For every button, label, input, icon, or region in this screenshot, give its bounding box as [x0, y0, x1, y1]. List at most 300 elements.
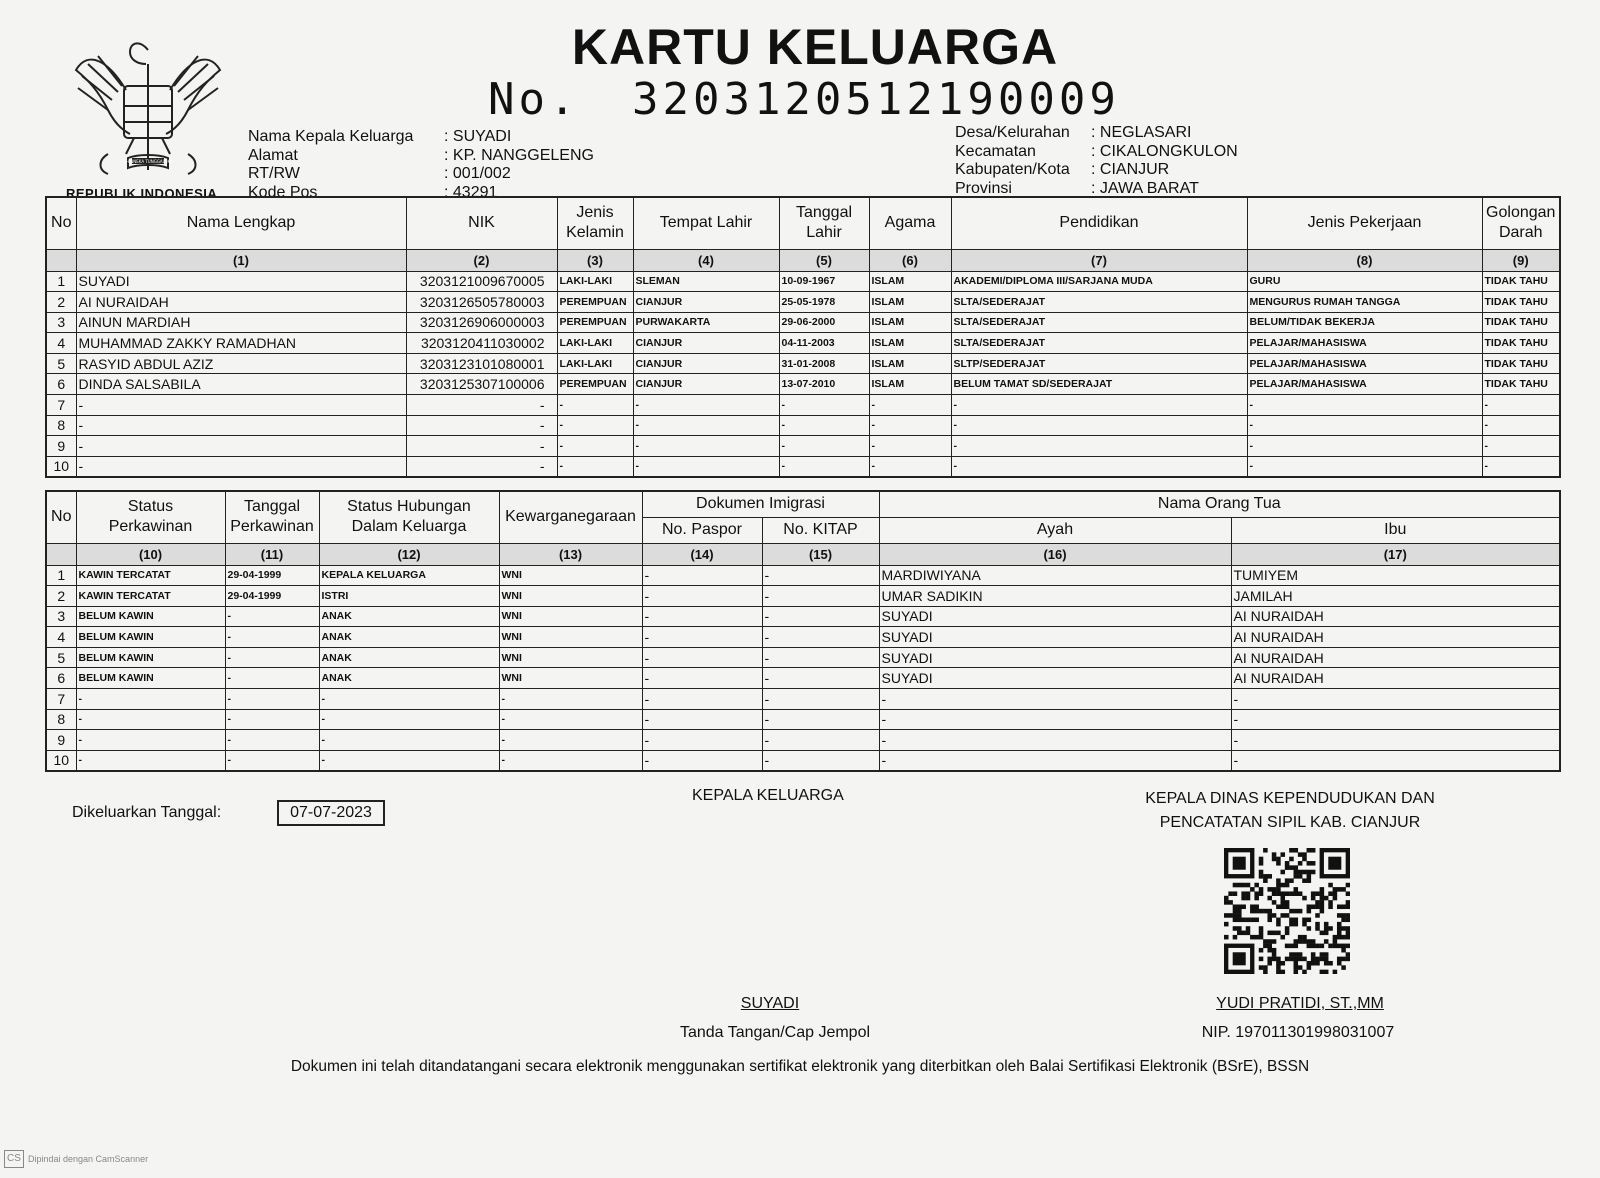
- cell-pendidikan: -: [951, 436, 1247, 457]
- header-left-fields: [248, 128, 708, 202]
- scanner-text: Dipindai dengan CamScanner: [28, 1154, 149, 1164]
- cell-ayah: -: [879, 750, 1231, 771]
- col-header-tanggal-perkawinan: [225, 491, 319, 543]
- cell-pekerjaan: PELAJAR/MAHASISWA: [1247, 333, 1482, 354]
- table-row: [46, 565, 1560, 586]
- field-value: : SUYADI: [444, 128, 512, 145]
- col-header-pekerjaan: Jenis Pekerjaan: [1247, 197, 1482, 249]
- header-line: Kelamin: [566, 224, 624, 242]
- cell-hub: -: [319, 709, 499, 730]
- cell-tempat: CIANJUR: [633, 374, 779, 395]
- table-row: [46, 647, 1560, 668]
- cell-no: 8: [46, 415, 76, 436]
- cell-tgl: -: [225, 627, 319, 648]
- cell-status: BELUM KAWIN: [76, 647, 225, 668]
- cell-nik: 3203126505780003: [406, 292, 557, 313]
- cell-nik: 3203123101080001: [406, 353, 557, 374]
- cell-status: KAWIN TERCATAT: [76, 586, 225, 607]
- cell-no: 1: [46, 271, 76, 292]
- agency-head-nip: NIP. 197011301998031007: [1201, 1024, 1395, 1041]
- col-header-no: No: [46, 197, 76, 249]
- cell-nama: SUYADI: [76, 271, 406, 292]
- cell-nama: RASYID ABDUL AZIZ: [76, 353, 406, 374]
- cell-ibu: -: [1231, 730, 1560, 751]
- col-header-no-paspor: No. Paspor: [642, 517, 762, 543]
- cell-gol: -: [1482, 456, 1560, 477]
- cell-tgl: 25-05-1978: [779, 292, 869, 313]
- cell-ayah: UMAR SADIKIN: [879, 586, 1231, 607]
- agency-head-signer: YUDI PRATIDI, ST.,MM: [1216, 995, 1384, 1012]
- cell-paspor: -: [642, 586, 762, 607]
- cell-paspor: -: [642, 647, 762, 668]
- cell-ibu: -: [1231, 689, 1560, 710]
- cell-gol: TIDAK TAHU: [1482, 312, 1560, 333]
- table-row: [46, 374, 1560, 395]
- cell-tgl: 13-07-2010: [779, 374, 869, 395]
- cell-nik: 3203120411030002: [406, 333, 557, 354]
- cell-kitap: -: [762, 647, 879, 668]
- cell-tempat: -: [633, 436, 779, 457]
- cell-tempat: PURWAKARTA: [633, 312, 779, 333]
- cell-nik: -: [406, 456, 557, 477]
- cell-no: 3: [46, 606, 76, 627]
- cell-gol: TIDAK TAHU: [1482, 374, 1560, 395]
- cell-jk: -: [557, 415, 633, 436]
- cell-ibu: AI NURAIDAH: [1231, 627, 1560, 648]
- cell-hub: -: [319, 730, 499, 751]
- cell-ibu: TUMIYEM: [1231, 565, 1560, 586]
- cell-paspor: -: [642, 709, 762, 730]
- cell-hub: -: [319, 750, 499, 771]
- cell-tgl: 29-06-2000: [779, 312, 869, 333]
- cell-status: -: [76, 750, 225, 771]
- cell-pekerjaan: PELAJAR/MAHASISWA: [1247, 353, 1482, 374]
- kk-number-line: [488, 74, 1120, 125]
- cell-pendidikan: BELUM TAMAT SD/SEDERAJAT: [951, 374, 1247, 395]
- table-row: [46, 292, 1560, 313]
- col-number: (14): [642, 543, 762, 565]
- family-members-body: [46, 271, 1560, 477]
- cell-agama: ISLAM: [869, 353, 951, 374]
- cell-status: BELUM KAWIN: [76, 606, 225, 627]
- cell-tgl: -: [225, 606, 319, 627]
- header-right-fields: [955, 124, 1355, 198]
- cell-nik: -: [406, 395, 557, 416]
- cell-tgl: -: [225, 709, 319, 730]
- table-row: [46, 395, 1560, 416]
- cell-tgl: -: [779, 395, 869, 416]
- header-line: Perkawinan: [108, 518, 193, 536]
- cell-no: 6: [46, 374, 76, 395]
- table-row: [46, 353, 1560, 374]
- field-label: Kode Pos: [248, 183, 318, 201]
- field-value: : JAWA BARAT: [1091, 179, 1199, 197]
- col-number: (11): [225, 543, 319, 565]
- table-row: [46, 436, 1560, 457]
- header-line: Lahir: [806, 224, 842, 242]
- cell-kitap: -: [762, 750, 879, 771]
- agency-head-title: [1120, 787, 1460, 835]
- cell-pekerjaan: BELUM/TIDAK BEKERJA: [1247, 312, 1482, 333]
- cell-warga: -: [499, 730, 642, 751]
- col-number: (9): [1482, 249, 1560, 271]
- cell-ayah: SUYADI: [879, 668, 1231, 689]
- cell-gol: TIDAK TAHU: [1482, 292, 1560, 313]
- cell-pekerjaan: MENGURUS RUMAH TANGGA: [1247, 292, 1482, 313]
- cell-agama: -: [869, 415, 951, 436]
- header-field: [955, 161, 1355, 180]
- cell-no: 1: [46, 565, 76, 586]
- col-header-nama-orang-tua: Nama Orang Tua: [879, 491, 1560, 517]
- cell-pekerjaan: -: [1247, 415, 1482, 436]
- cell-tgl: 29-04-1999: [225, 565, 319, 586]
- cell-paspor: -: [642, 668, 762, 689]
- cell-pendidikan: SLTA/SEDERAJAT: [951, 292, 1247, 313]
- cell-warga: WNI: [499, 565, 642, 586]
- table-row: [46, 709, 1560, 730]
- header-line: Tanggal: [243, 498, 301, 516]
- column-number-row: [46, 249, 1560, 271]
- cell-hub: ANAK: [319, 668, 499, 689]
- country-label: REPUBLIK INDONESIA: [66, 186, 218, 201]
- cell-tgl: 29-04-1999: [225, 586, 319, 607]
- header-line: Tanggal: [795, 204, 853, 222]
- cell-pendidikan: SLTA/SEDERAJAT: [951, 333, 1247, 354]
- cell-status: -: [76, 730, 225, 751]
- cell-status: BELUM KAWIN: [76, 668, 225, 689]
- header-field: [955, 124, 1355, 143]
- header-field: [248, 128, 708, 147]
- cell-hub: ISTRI: [319, 586, 499, 607]
- signature-caption: Tanda Tangan/Cap Jempol: [679, 1024, 871, 1041]
- col-header-dokumen-imigrasi: Dokumen Imigrasi: [642, 491, 879, 517]
- cell-pendidikan: -: [951, 456, 1247, 477]
- cell-ibu: AI NURAIDAH: [1231, 647, 1560, 668]
- cell-ibu: AI NURAIDAH: [1231, 606, 1560, 627]
- cell-pekerjaan: PELAJAR/MAHASISWA: [1247, 374, 1482, 395]
- family-members-table: [45, 196, 1561, 478]
- cell-tgl: -: [225, 689, 319, 710]
- col-header-no-kitap: No. KITAP: [762, 517, 879, 543]
- cell-warga: WNI: [499, 586, 642, 607]
- table-row: [46, 312, 1560, 333]
- cell-gol: -: [1482, 436, 1560, 457]
- table-row: [46, 668, 1560, 689]
- cell-pendidikan: SLTA/SEDERAJAT: [951, 312, 1247, 333]
- document-title: KARTU KELUARGA: [571, 19, 1059, 75]
- col-header-golongan-darah: [1482, 197, 1560, 249]
- cell-paspor: -: [642, 730, 762, 751]
- cell-agama: ISLAM: [869, 292, 951, 313]
- col-number: (13): [499, 543, 642, 565]
- cell-agama: ISLAM: [869, 271, 951, 292]
- cell-kitap: -: [762, 606, 879, 627]
- cell-no: 6: [46, 668, 76, 689]
- col-number: (10): [76, 543, 225, 565]
- cell-no: 2: [46, 586, 76, 607]
- cell-kitap: -: [762, 730, 879, 751]
- cell-tgl: -: [779, 415, 869, 436]
- field-value: : NEGLASARI: [1091, 124, 1192, 141]
- cell-nama: AI NURAIDAH: [76, 292, 406, 313]
- cell-hub: KEPALA KELUARGA: [319, 565, 499, 586]
- cell-agama: ISLAM: [869, 312, 951, 333]
- col-number: (16): [879, 543, 1231, 565]
- cell-nama: MUHAMMAD ZAKKY RAMADHAN: [76, 333, 406, 354]
- cell-kitap: -: [762, 565, 879, 586]
- cell-nik: -: [406, 415, 557, 436]
- cell-tempat: -: [633, 415, 779, 436]
- field-value: : CIKALONGKULON: [1091, 142, 1238, 160]
- cell-nik: 3203121009670005: [406, 271, 557, 292]
- head-of-family-title: KEPALA KELUARGA: [692, 787, 844, 804]
- cell-hub: -: [319, 689, 499, 710]
- col-number: (4): [633, 249, 779, 271]
- col-number: (6): [869, 249, 951, 271]
- cell-jk: PEREMPUAN: [557, 312, 633, 333]
- header-field: [248, 147, 708, 166]
- cell-agama: -: [869, 456, 951, 477]
- header-line: Golongan: [1486, 204, 1556, 222]
- col-header-tanggal-lahir: [779, 197, 869, 249]
- cell-tgl: -: [225, 668, 319, 689]
- field-label: Kabupaten/Kota: [955, 161, 1070, 178]
- cell-jk: PEREMPUAN: [557, 374, 633, 395]
- cell-ayah: -: [879, 689, 1231, 710]
- column-number-row: [46, 543, 1560, 565]
- cell-no: 10: [46, 456, 76, 477]
- cell-nama: -: [76, 456, 406, 477]
- header-field: [955, 143, 1355, 162]
- emblem-motto: BHINNEKA TUNGGAL IKA: [123, 159, 173, 164]
- cell-ayah: SUYADI: [879, 606, 1231, 627]
- cell-agama: -: [869, 436, 951, 457]
- header-line: Dalam Keluarga: [351, 518, 467, 536]
- cell-status: BELUM KAWIN: [76, 627, 225, 648]
- cell-nama: -: [76, 395, 406, 416]
- cell-jk: PEREMPUAN: [557, 292, 633, 313]
- col-number: [46, 543, 76, 565]
- cell-kitap: -: [762, 668, 879, 689]
- cell-paspor: -: [642, 565, 762, 586]
- cell-tgl: -: [779, 436, 869, 457]
- header-line: Status Hubungan: [347, 498, 471, 516]
- kk-number-label: No.: [488, 74, 580, 125]
- field-label: Provinsi: [955, 179, 1012, 197]
- cell-no: 2: [46, 292, 76, 313]
- cell-ayah: MARDIWIYANA: [879, 565, 1231, 586]
- cell-agama: ISLAM: [869, 374, 951, 395]
- cell-warga: -: [499, 750, 642, 771]
- cell-kitap: -: [762, 586, 879, 607]
- cell-ayah: SUYADI: [879, 627, 1231, 648]
- table-row: [46, 730, 1560, 751]
- cell-tgl: -: [225, 730, 319, 751]
- cell-tempat: CIANJUR: [633, 353, 779, 374]
- cell-tempat: -: [633, 395, 779, 416]
- cell-nik: -: [406, 436, 557, 457]
- agency-title-line: KEPALA DINAS KEPENDUDUKAN DAN: [1145, 790, 1435, 807]
- field-value: : 001/002: [444, 165, 511, 182]
- col-number: (12): [319, 543, 499, 565]
- table-row: [46, 750, 1560, 771]
- cell-no: 3: [46, 312, 76, 333]
- family-status-body: [46, 565, 1560, 771]
- col-header-status-perkawinan: [76, 491, 225, 543]
- header-line: Perkawinan: [230, 518, 314, 536]
- cell-nik: 3203126906000003: [406, 312, 557, 333]
- cell-ayah: SUYADI: [879, 647, 1231, 668]
- qr-code-icon: [1224, 848, 1350, 974]
- cell-nama: DINDA SALSABILA: [76, 374, 406, 395]
- cell-tgl: 04-11-2003: [779, 333, 869, 354]
- cell-pekerjaan: -: [1247, 436, 1482, 457]
- cell-nama: -: [76, 436, 406, 457]
- cell-warga: WNI: [499, 627, 642, 648]
- cell-jk: LAKI-LAKI: [557, 333, 633, 354]
- col-number: (7): [951, 249, 1247, 271]
- cell-no: 7: [46, 689, 76, 710]
- col-number: [46, 249, 76, 271]
- cell-jk: -: [557, 456, 633, 477]
- cell-no: 4: [46, 627, 76, 648]
- header-line: Status: [127, 498, 174, 516]
- cell-no: 5: [46, 647, 76, 668]
- table-row: [46, 333, 1560, 354]
- cell-status: -: [76, 709, 225, 730]
- cell-no: 5: [46, 353, 76, 374]
- cell-nik: 3203125307100006: [406, 374, 557, 395]
- col-header-pendidikan: Pendidikan: [951, 197, 1247, 249]
- cell-ayah: -: [879, 709, 1231, 730]
- cell-ibu: -: [1231, 709, 1560, 730]
- cell-no: 9: [46, 730, 76, 751]
- cell-gol: TIDAK TAHU: [1482, 333, 1560, 354]
- cell-kitap: -: [762, 627, 879, 648]
- col-header-agama: Agama: [869, 197, 951, 249]
- cell-hub: ANAK: [319, 627, 499, 648]
- cell-tempat: CIANJUR: [633, 292, 779, 313]
- cell-nama: AINUN MARDIAH: [76, 312, 406, 333]
- cell-warga: WNI: [499, 606, 642, 627]
- head-of-family-signer: SUYADI: [740, 995, 800, 1012]
- col-number: (15): [762, 543, 879, 565]
- col-number: (8): [1247, 249, 1482, 271]
- cell-tempat: -: [633, 456, 779, 477]
- cell-jk: -: [557, 436, 633, 457]
- cell-tgl: 10-09-1967: [779, 271, 869, 292]
- header-line: Darah: [1498, 224, 1543, 242]
- cell-no: 10: [46, 750, 76, 771]
- table-row: [46, 689, 1560, 710]
- col-number: (5): [779, 249, 869, 271]
- cell-kitap: -: [762, 689, 879, 710]
- field-label: Kecamatan: [955, 142, 1036, 160]
- col-header-kewarganegaraan: Kewarganegaraan: [499, 491, 642, 543]
- table-row: [46, 456, 1560, 477]
- col-number: (17): [1231, 543, 1560, 565]
- col-number: (2): [406, 249, 557, 271]
- cell-warga: -: [499, 689, 642, 710]
- cell-hub: ANAK: [319, 647, 499, 668]
- cell-agama: -: [869, 395, 951, 416]
- family-status-table: [45, 490, 1561, 772]
- cell-jk: LAKI-LAKI: [557, 271, 633, 292]
- field-label: Desa/Kelurahan: [955, 124, 1070, 141]
- col-header-nik: NIK: [406, 197, 557, 249]
- issued-date-label: Dikeluarkan Tanggal:: [72, 804, 222, 821]
- cell-gol: -: [1482, 415, 1560, 436]
- cell-warga: -: [499, 709, 642, 730]
- kk-number: 3203120512190009: [631, 74, 1120, 125]
- cell-paspor: -: [642, 606, 762, 627]
- col-header-jenis-kelamin: [557, 197, 633, 249]
- issued-date-value: 07-07-2023: [277, 800, 385, 826]
- cell-jk: -: [557, 395, 633, 416]
- cell-pendidikan: -: [951, 395, 1247, 416]
- cell-tgl: 31-01-2008: [779, 353, 869, 374]
- field-label: Nama Kepala Keluarga: [248, 128, 414, 145]
- cell-tgl: -: [779, 456, 869, 477]
- cell-tempat: CIANJUR: [633, 333, 779, 354]
- cell-pendidikan: SLTP/SEDERAJAT: [951, 353, 1247, 374]
- cell-ayah: -: [879, 730, 1231, 751]
- table-row: [46, 606, 1560, 627]
- field-value: : CIANJUR: [1091, 161, 1170, 178]
- cell-jk: LAKI-LAKI: [557, 353, 633, 374]
- cell-gol: TIDAK TAHU: [1482, 271, 1560, 292]
- table-row: [46, 271, 1560, 292]
- cell-pekerjaan: GURU: [1247, 271, 1482, 292]
- electronic-signature-note: Dokumen ini telah ditandatangani secara elektronik menggunakan sertifikat elektronik yang diterbitkan oleh Balai Sertifikasi Elektronik (BSrE), BSSN: [290, 1058, 1310, 1075]
- col-header-ayah: Ayah: [879, 517, 1231, 543]
- cell-ibu: -: [1231, 750, 1560, 771]
- field-label: Alamat: [248, 146, 298, 164]
- col-header-tempat-lahir: Tempat Lahir: [633, 197, 779, 249]
- col-header-nama: Nama Lengkap: [76, 197, 406, 249]
- col-header-no: No: [46, 491, 76, 543]
- cell-gol: -: [1482, 395, 1560, 416]
- cell-hub: ANAK: [319, 606, 499, 627]
- cell-kitap: -: [762, 709, 879, 730]
- cell-no: 7: [46, 395, 76, 416]
- cell-paspor: -: [642, 627, 762, 648]
- cell-pendidikan: AKADEMI/DIPLOMA III/SARJANA MUDA: [951, 271, 1247, 292]
- cell-paspor: -: [642, 750, 762, 771]
- col-number: (1): [76, 249, 406, 271]
- cell-ibu: JAMILAH: [1231, 586, 1560, 607]
- field-label: RT/RW: [248, 165, 300, 182]
- cell-no: 9: [46, 436, 76, 457]
- table-row: [46, 586, 1560, 607]
- agency-title-line: PENCATATAN SIPIL KAB. CIANJUR: [1159, 814, 1421, 831]
- cell-gol: TIDAK TAHU: [1482, 353, 1560, 374]
- cell-no: 8: [46, 709, 76, 730]
- col-header-status-hubungan: [319, 491, 499, 543]
- cell-status: -: [76, 689, 225, 710]
- cell-paspor: -: [642, 689, 762, 710]
- cell-warga: WNI: [499, 668, 642, 689]
- cell-pekerjaan: -: [1247, 456, 1482, 477]
- scanner-watermark: [4, 1150, 148, 1168]
- col-header-ibu: Ibu: [1231, 517, 1560, 543]
- cell-tgl: -: [225, 750, 319, 771]
- cell-agama: ISLAM: [869, 333, 951, 354]
- cell-no: 4: [46, 333, 76, 354]
- cell-pekerjaan: -: [1247, 395, 1482, 416]
- col-number: (3): [557, 249, 633, 271]
- cell-status: KAWIN TERCATAT: [76, 565, 225, 586]
